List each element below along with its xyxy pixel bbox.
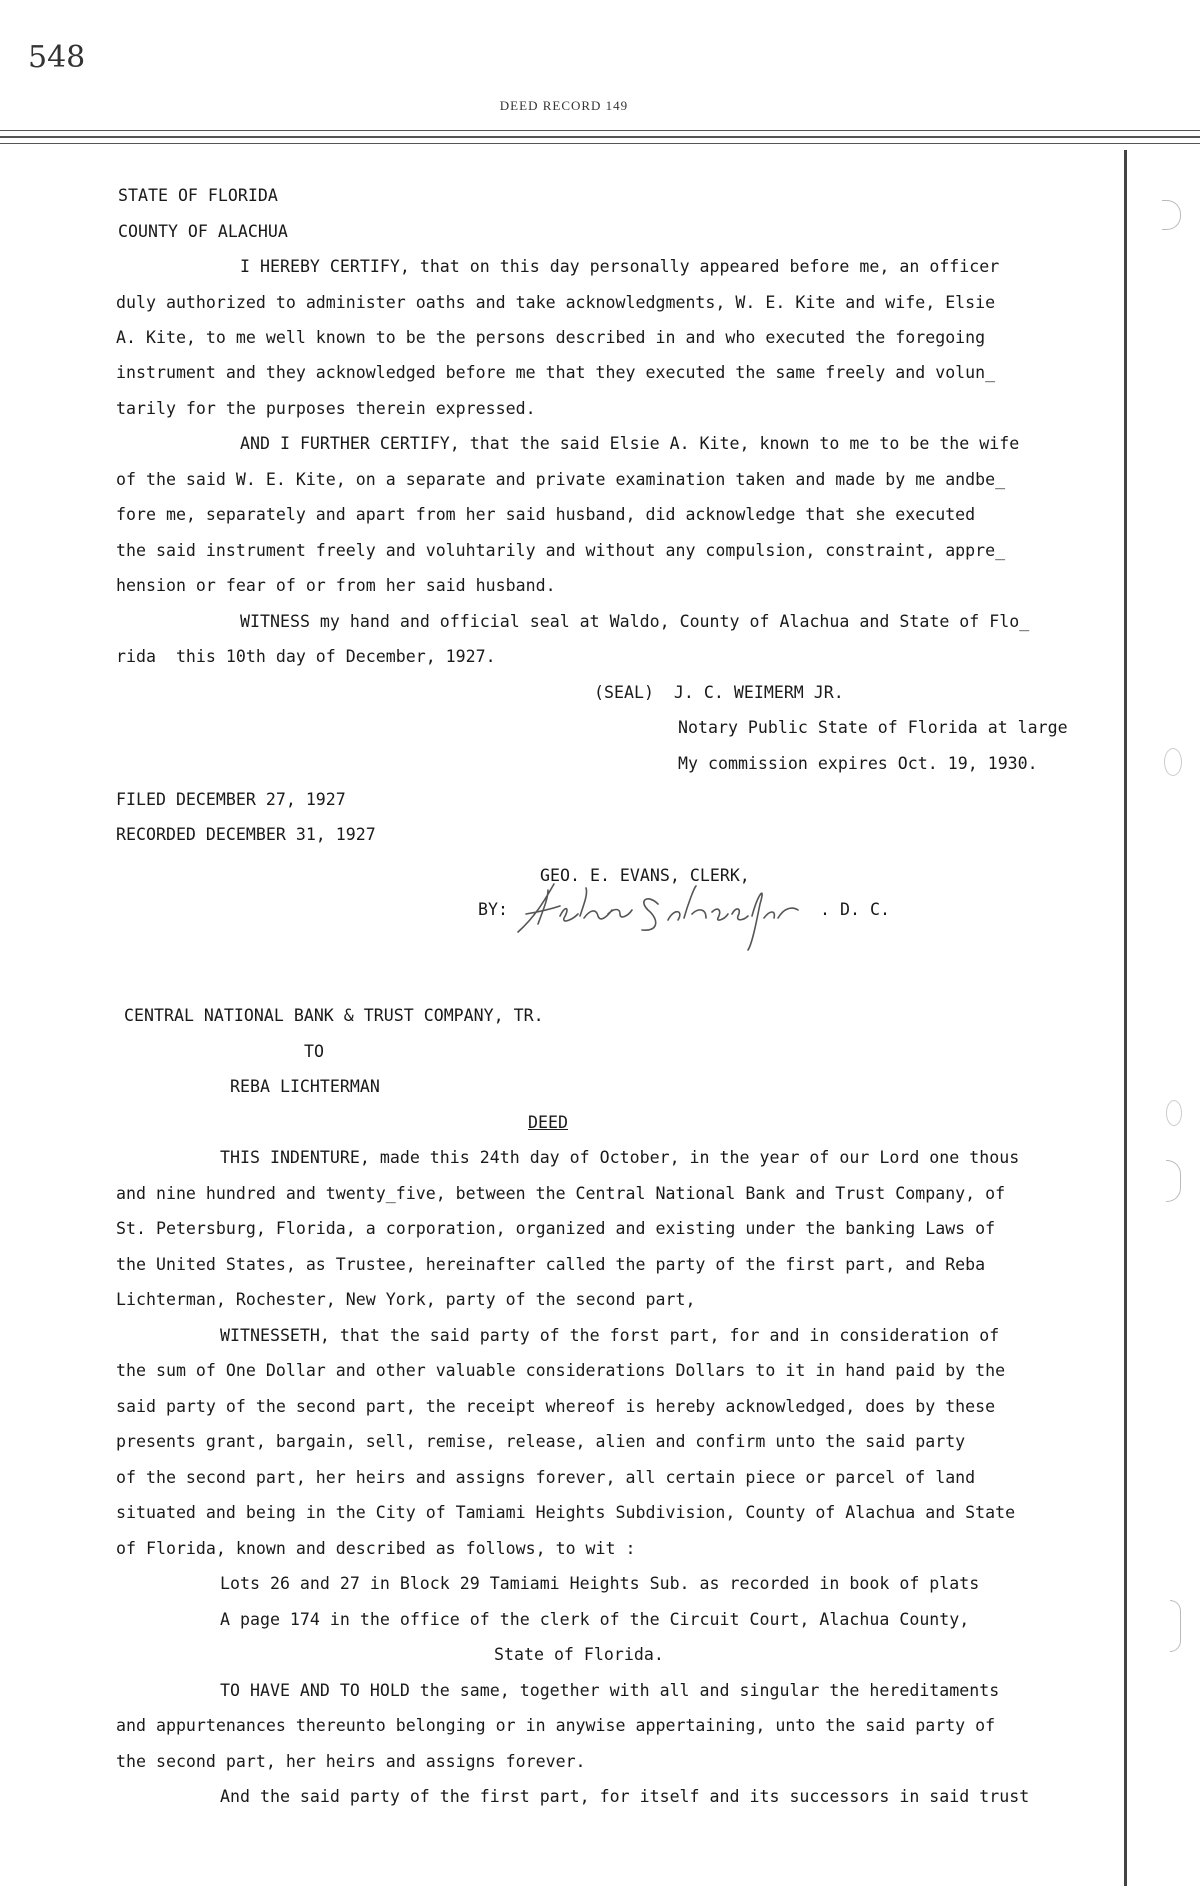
to-line: TO (304, 1042, 324, 1061)
notary-seal-line: (SEAL) J. C. WEIMERM JR. (594, 683, 844, 702)
binder-hole-mark (1170, 1600, 1181, 1652)
text-line: the United States, as Trustee, hereinafter called the party of the first part, and Reba (116, 1255, 986, 1274)
binder-hole-mark (1166, 1100, 1182, 1126)
text-line: St. Petersburg, Florida, a corporation, organized and existing under the banking Laws of (116, 1219, 996, 1238)
clerk-name: GEO. E. EVANS, CLERK, (540, 866, 750, 885)
text-line: fore me, separately and apart from her said husband, did acknowledge that she executed (116, 505, 976, 524)
text-line: tarily for the purposes therein expressed. (116, 399, 536, 418)
text-line: And the said party of the first part, for itself and its successors in said trust (220, 1787, 1030, 1806)
text-line: said party of the second part, the receipt whereof is hereby acknowledged, does by these (116, 1397, 996, 1416)
text-line: situated and being in the City of Tamiami Heights Subdivision, County of Alachua and State (116, 1503, 1016, 1522)
text-line: and nine hundred and twenty_five, between the Central National Bank and Trust Company, of (116, 1184, 1006, 1203)
deed-record-header: DEED RECORD 149 (499, 98, 629, 113)
text-line: the second part, her heirs and assigns forever. (116, 1752, 586, 1771)
text-line: WITNESSETH, that the said party of the forst part, for and in consideration of (220, 1326, 1000, 1345)
legal-description-line: A page 174 in the office of the clerk of the Circuit Court, Alachua County, (220, 1610, 970, 1629)
filed-date: FILED DECEMBER 27, 1927 (116, 790, 346, 809)
text-line: Lichterman, Rochester, New York, party of the second part, (116, 1290, 696, 1309)
text-line: AND I FURTHER CERTIFY, that the said Elsie A. Kite, known to me to be the wife (240, 434, 1020, 453)
deputy-clerk-label: . D. C. (820, 900, 890, 919)
margin-line (1124, 150, 1127, 1886)
recorded-date: RECORDED DECEMBER 31, 1927 (116, 825, 376, 844)
county-line: COUNTY OF ALACHUA (118, 222, 288, 241)
text-line: of the second part, her heirs and assigns forever, all certain piece or parcel of land (116, 1468, 976, 1487)
text-line: I HEREBY CERTIFY, that on this day personally appeared before me, an officer (240, 257, 1000, 276)
grantor-line: CENTRAL NATIONAL BANK & TRUST COMPANY, TR. (124, 1006, 544, 1025)
binder-hole-mark (1166, 1160, 1181, 1202)
commission-expiry-line: My commission expires Oct. 19, 1930. (678, 754, 1038, 773)
text-line: WITNESS my hand and official seal at Waldo, County of Alachua and State of Flo_ (240, 612, 1030, 631)
text-line: A. Kite, to me well known to be the persons described in and who executed the foregoing (116, 328, 986, 347)
text-line: rida this 10th day of December, 1927. (116, 647, 496, 666)
text-line: duly authorized to administer oaths and take acknowledgments, W. E. Kite and wife, Elsie (116, 293, 996, 312)
text-line: and appurtenances thereunto belonging or in anywise appertaining, unto the said party of (116, 1716, 996, 1735)
text-line: presents grant, bargain, sell, remise, release, alien and confirm unto the said party (116, 1432, 966, 1451)
deed-title: DEED (528, 1113, 568, 1132)
handwritten-signature (508, 874, 818, 954)
binder-hole-mark (1164, 748, 1182, 776)
text-line: of Florida, known and described as follows, to wit : (116, 1539, 636, 1558)
text-line: TO HAVE AND TO HOLD the same, together with all and singular the hereditaments (220, 1681, 1000, 1700)
text-line: hension or fear of or from her said husband. (116, 576, 556, 595)
legal-description-line: Lots 26 and 27 in Block 29 Tamiami Heights Sub. as recorded in book of plats (220, 1574, 980, 1593)
state-line: STATE OF FLORIDA (118, 186, 278, 205)
header-rule-top (0, 130, 1200, 131)
legal-description-line: State of Florida. (494, 1645, 664, 1664)
text-line: the said instrument freely and voluhtarily and without any compulsion, constraint, appre_ (116, 541, 1006, 560)
text-line: of the said W. E. Kite, on a separate and private examination taken and made by me andbe_ (116, 470, 1006, 489)
page-number: 548 (28, 40, 86, 75)
notary-title-line: Notary Public State of Florida at large (678, 718, 1068, 737)
text-line: instrument and they acknowledged before me that they executed the same freely and volun_ (116, 363, 996, 382)
text-line: the sum of One Dollar and other valuable considerations Dollars to it in hand paid by the (116, 1361, 1006, 1380)
header-rule-middle (0, 136, 1200, 138)
text-line: THIS INDENTURE, made this 24th day of October, in the year of our Lord one thous (220, 1148, 1020, 1167)
grantee-line: REBA LICHTERMAN (230, 1077, 380, 1096)
by-label: BY: (478, 900, 508, 919)
binder-hole-mark (1162, 200, 1181, 230)
header-rule-bottom (0, 143, 1200, 144)
